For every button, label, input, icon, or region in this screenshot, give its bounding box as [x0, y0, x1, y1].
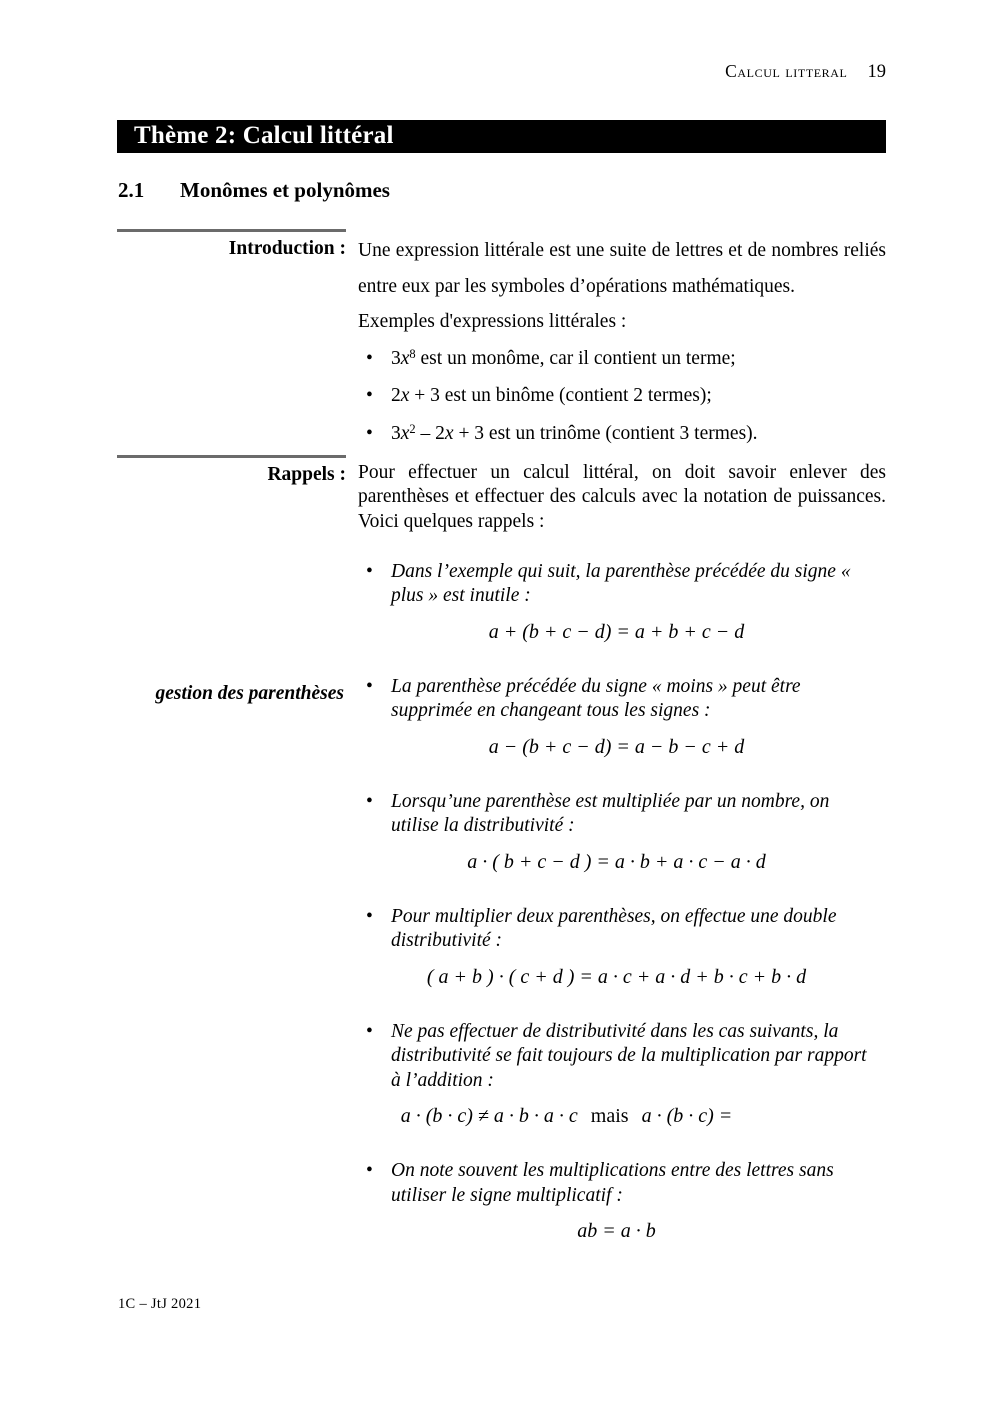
formula	[391, 849, 882, 875]
intro-label-block	[117, 229, 346, 260]
example-item	[358, 384, 886, 407]
rappel-item	[358, 1159, 886, 1244]
rappel-item	[358, 1020, 886, 1130]
formula-math: a · (b · c) ≠ a · b · a · c	[400, 1105, 578, 1128]
example-exponent: 8	[409, 346, 416, 361]
example-item	[358, 347, 886, 370]
rappel-text: La parenthèse précédée du signe « moins » peut être supprimée en changeant tous les signes :	[391, 675, 801, 722]
examples-list	[358, 347, 886, 445]
intro-content	[346, 229, 886, 459]
example-text: – 2	[415, 422, 445, 444]
rappel-text: Lorsqu’une parenthèse est multipliée par un nombre, on utilise la distributivité :	[391, 790, 830, 837]
formula-math: a · ( b + c − d ) = a · b + a · c − a · d	[467, 850, 766, 873]
example-exponent: 2	[409, 421, 416, 436]
example-text: + 3 est un trinôme (contient 3 termes).	[453, 422, 758, 444]
section-title: Monômes et polynômes	[180, 178, 390, 202]
formula	[391, 1103, 882, 1129]
section-heading	[118, 178, 390, 203]
formula	[391, 1218, 882, 1244]
page-header	[725, 61, 886, 83]
rappels-section	[117, 455, 886, 1274]
bullet-icon: •	[366, 1160, 373, 1182]
example-text: 3	[391, 422, 401, 444]
intro-label: Introduction :	[228, 238, 346, 259]
rappel-item	[358, 905, 886, 990]
footer-text: 1C – JtJ 2021	[118, 1296, 202, 1312]
rappels-label: Rappels :	[267, 464, 346, 485]
bullet-icon: •	[366, 790, 373, 812]
example-variable: x	[400, 422, 410, 444]
rappels-content	[155, 455, 886, 1274]
running-title: Calcul litteral	[725, 61, 848, 81]
formula-math: a · (b · c) =	[641, 1105, 733, 1128]
example-text: + 3 est un binôme (contient 2 termes);	[409, 385, 712, 406]
formula	[391, 734, 882, 760]
rappel-item	[358, 790, 886, 875]
example-text: 2	[391, 385, 401, 406]
theme-banner-title: Thème 2: Calcul littéral	[134, 122, 394, 149]
example-text: est un monôme, car il contient un terme;	[415, 347, 736, 369]
example-item	[358, 422, 886, 445]
rappels-paragraph: Pour effectuer un calcul littéral, on doit savoir enlever des parenthèses et effectuer des calculs avec la notation de puissances. Voici quelques rappels :	[358, 462, 886, 532]
theme-banner	[117, 120, 886, 153]
page-number: 19	[867, 62, 886, 82]
example-text: 3	[391, 347, 401, 369]
example-variable: x	[400, 385, 410, 406]
example-variable: x	[400, 347, 410, 369]
bullet-icon: •	[366, 675, 373, 697]
examples-heading: Exemples d'expressions littérales :	[358, 311, 627, 332]
rappel-text: On note souvent les multiplications entre des lettres sans utiliser le signe multiplicatif :	[391, 1160, 834, 1206]
bullet-icon: •	[366, 347, 373, 369]
side-label-gestion: gestion des parenthèses	[155, 682, 344, 704]
formula	[391, 619, 882, 645]
bullet-icon: •	[366, 422, 373, 444]
rappels-list	[155, 560, 886, 1245]
rappel-item	[358, 560, 886, 645]
example-variable: x	[444, 422, 454, 444]
bullet-icon: •	[366, 385, 373, 406]
formula-math: a + (b + c − d) = a + b + c − d	[488, 620, 745, 643]
bullet-icon: •	[366, 560, 373, 582]
formula-word: mais	[590, 1105, 629, 1128]
page-footer	[118, 1296, 201, 1313]
formula	[391, 964, 882, 990]
formula-math: a − (b + c − d) = a − b − c + d	[488, 735, 745, 758]
intro-section	[117, 229, 886, 459]
section-number: 2.1	[118, 178, 145, 202]
bullet-icon: •	[366, 905, 373, 927]
formula-math: ab = a · b	[577, 1220, 656, 1243]
rappel-item	[155, 675, 886, 760]
intro-paragraph: Une expression littérale est une suite de lettres et de nombres reliés entre eux par les symboles d’opérations mathématiques.	[358, 240, 886, 297]
rappel-text: Ne pas effectuer de distributivité dans les cas suivants, la distributivité se fait toujours de la multiplication par rapport à l’addition :	[391, 1020, 867, 1091]
rappel-text: Pour multiplier deux parenthèses, on effectue une double distributivité :	[391, 905, 837, 952]
bullet-icon: •	[366, 1020, 373, 1042]
rappel-text: Dans l’exemple qui suit, la parenthèse précédée du signe « plus » est inutile :	[391, 560, 851, 607]
rappels-label-block	[117, 455, 346, 486]
formula-math: ( a + b ) · ( c + d ) = a · c + a · d + b · c + b · d	[426, 965, 807, 988]
